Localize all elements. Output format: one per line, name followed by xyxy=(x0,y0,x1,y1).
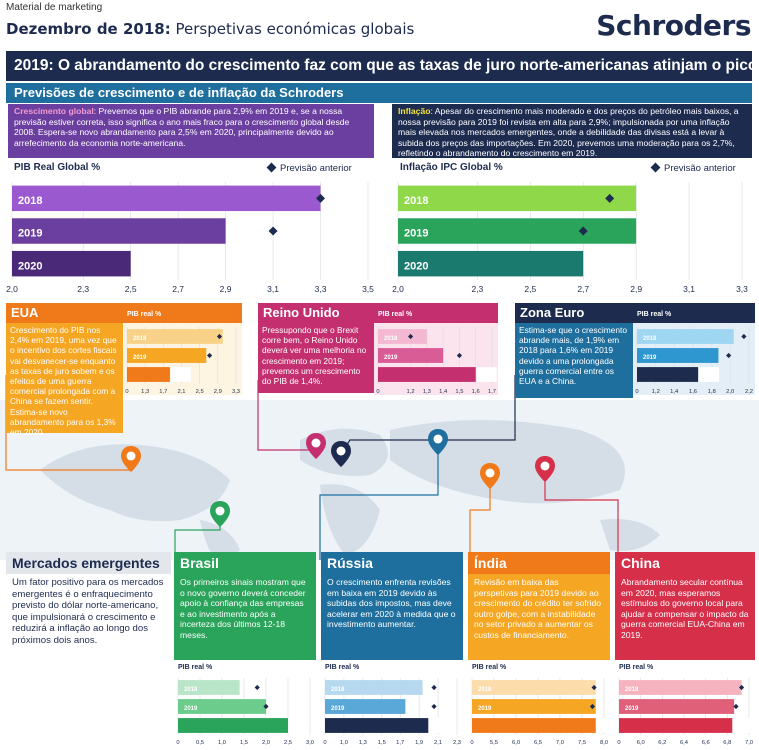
growth-text: : Prevemos que o PIB abrande para 2,9% em 2019 e, se a nossa previsão estiver correta, isso significa o ano mais fraco para o crescimento global desde 2008. Espera-se novo abrandamento para 2,5% em 2020, principalmente devido ao arrefecimento da economia norte-americana. xyxy=(14,106,350,148)
tick-label: 1,3 xyxy=(422,389,431,395)
tick-label: 2,3 xyxy=(471,284,484,294)
usa-chart-panel xyxy=(123,311,242,395)
india-text: Revisão em baixa das perspetivas para 2019 devido ao crescimento do crédito ter sofrido outro golpe, com a instabilidade no setor privado a aumentar os custos de financiamento. xyxy=(468,574,610,660)
label-bg xyxy=(733,718,753,733)
tick-label: 8,0 xyxy=(599,740,609,746)
tick-label: 2,5 xyxy=(124,284,137,294)
tick-label: 1,6 xyxy=(471,389,480,395)
tick-label: 0 xyxy=(635,389,639,395)
euro-header: Zona Euro xyxy=(515,303,755,323)
bar-2020 xyxy=(127,367,170,382)
tick-label: 2,5 xyxy=(283,740,293,746)
gdp-legend-label: Previsão anterior xyxy=(280,163,352,174)
tick-label: 2,5 xyxy=(195,389,204,395)
russia-gdp-chart xyxy=(321,674,463,746)
tick-label: 7,5 xyxy=(578,740,587,746)
tick-label: 3,3 xyxy=(736,284,748,294)
tick-label: 7,0 xyxy=(744,740,754,746)
category-label: 2019 xyxy=(384,354,398,361)
russia-text: O crescimento enfrenta revisões em baixa em 2019 devido às subidas dos impostos, mas deve acelerar em 2020 à medida que o investimento aumentar. xyxy=(321,574,463,660)
category-label: 2019 xyxy=(18,227,43,240)
em-header: Mercados emergentes xyxy=(6,552,171,574)
tick-label: 2,2 xyxy=(744,389,754,395)
tick-label: 3,0 xyxy=(305,740,315,746)
brazil-header: Brasil xyxy=(174,552,316,574)
tick-label: 1,2 xyxy=(651,389,660,395)
uk-chart-panel xyxy=(374,311,498,395)
china-card xyxy=(615,552,755,748)
cpi-chart-title: Inflação IPC Global % xyxy=(400,162,503,173)
tick-label: 1,5 xyxy=(377,740,386,746)
previous-forecast-marker xyxy=(255,685,260,690)
schroders-logo: Schroders xyxy=(596,9,751,42)
india-gdp-chart xyxy=(468,674,610,746)
tick-label: 0 xyxy=(376,389,380,395)
gdp-chart-title: PIB Real Global % xyxy=(14,162,101,173)
category-label: 2018 xyxy=(478,686,492,693)
tick-label: 0 xyxy=(323,740,327,746)
tick-label: 6,0 xyxy=(636,740,645,746)
tick-label: 5,5 xyxy=(489,740,498,746)
tick-label: 2,0 xyxy=(261,740,271,746)
cpi-legend-label: Previsão anterior xyxy=(664,163,736,174)
tick-label: 1,0 xyxy=(217,740,227,746)
category-label: 2019 xyxy=(133,354,147,361)
tick-label: 0,5 xyxy=(195,740,205,746)
euro-text: Estima-se que o crescimento abrande mais, de 1,9% em 2018 para 1,6% em 2019 devido a uma prolongada guerra comercial entre os EUA e a China. xyxy=(515,323,633,398)
category-label: 2018 xyxy=(18,194,43,207)
china-gdp-chart xyxy=(615,674,755,746)
tick-label: 0 xyxy=(176,740,180,746)
category-label: 2018 xyxy=(133,335,147,342)
tick-label: 2,3 xyxy=(77,284,90,294)
usa-chart-title: PIB real % xyxy=(127,311,162,318)
bar-2020 xyxy=(178,718,288,733)
tick-label: 2,7 xyxy=(172,284,185,294)
category-label: 2019 xyxy=(478,705,492,712)
tick-label: 1,9 xyxy=(415,740,424,746)
page-title-date: Dezembro de 2018: xyxy=(6,20,171,38)
category-label: 2019 xyxy=(625,705,639,712)
pin-brazil-icon xyxy=(209,500,231,528)
tick-label: 0 xyxy=(617,740,621,746)
pin-usa-icon xyxy=(120,445,142,473)
tick-label: 2,9 xyxy=(219,284,232,294)
tick-label: 1,4 xyxy=(670,389,679,395)
russia-header: Rússia xyxy=(321,552,463,574)
inflation-text: : Apesar do crescimento mais moderado e dos preços do petróleo mais baixos, a nossa previsão para 2019 foi revista em alta para 2,9%; impulsionada por uma inflação mais elevada nos mercados emergentes, onde a debilidade das divisas está a levar à subida dos preços das importações. Em 2020, prevemos uma moderação para os 2,7%, refletindo o abrandamento do crescimento em 2019. xyxy=(398,106,739,159)
category-label: 2018 xyxy=(625,686,639,693)
label-bg xyxy=(597,718,617,733)
tick-label: 1,8 xyxy=(707,389,716,395)
euro-chart-panel xyxy=(633,311,755,395)
tick-label: 7,0 xyxy=(555,740,564,746)
tick-label: 2,9 xyxy=(213,389,222,395)
uk-text: Pressupondo que o Brexit corre bem, o Reino Unido deverá ver uma melhoria no crescimento em 2019; prevemos um crescimento do PIB de 1,4%. xyxy=(258,323,374,393)
category-label: 2019 xyxy=(331,705,345,712)
previous-forecast-marker xyxy=(733,704,738,709)
china-text: Abrandamento secular contínua em 2020, mas esperamos estímulos do governo local para ajudar a compensar o impacto da guerra comercial EUA-China em 2019. xyxy=(615,574,755,660)
category-label: 2019 xyxy=(643,354,657,361)
category-label: 2018 xyxy=(643,335,657,342)
tick-label: 1,0 xyxy=(339,740,348,746)
label-bg xyxy=(477,367,497,382)
tick-label: 1,4 xyxy=(439,389,448,395)
brazil-gdp-chart xyxy=(174,674,316,746)
em-card xyxy=(6,552,171,748)
euro-chart-title: PIB real % xyxy=(637,311,672,318)
russia-chart-title: PIB real % xyxy=(325,664,360,671)
tick-label: 6,2 xyxy=(658,740,667,746)
tick-label: 6,0 xyxy=(512,740,521,746)
brazil-text: Os primeiros sinais mostram que o novo governo deverá conceder apoio à confiança das empresas e ao investimento após a incerteza dos últimos 12-18 meses. xyxy=(174,574,316,660)
tick-label: 3,5 xyxy=(362,284,374,294)
bar-2020 xyxy=(472,718,596,733)
forecast-subheading: Previsões de crescimento e de inflação da Schroders xyxy=(6,83,752,103)
tick-label: 3,3 xyxy=(231,389,241,395)
label-bg xyxy=(171,367,191,382)
tick-label: 2,0 xyxy=(726,389,735,395)
previous-forecast-marker xyxy=(207,353,212,358)
tick-label: 2,7 xyxy=(577,284,590,294)
tick-label: 1,3 xyxy=(358,740,367,746)
headline-banner: 2019: O abrandamento do crescimento faz com que as taxas de juro norte-americanas atinjam o pico xyxy=(6,51,752,81)
category-label: 2018 xyxy=(384,335,398,342)
india-card xyxy=(468,552,610,748)
bar-2020 xyxy=(637,367,698,382)
uk-gdp-chart xyxy=(374,323,498,395)
usa-header: EUA xyxy=(6,303,242,323)
bar-2020 xyxy=(325,718,428,733)
tick-label: 3,1 xyxy=(683,284,695,294)
tick-label: 1,5 xyxy=(239,740,249,746)
tick-label: 6,4 xyxy=(679,740,689,746)
marketing-label: Material de marketing xyxy=(6,2,103,13)
tick-label: 1,2 xyxy=(406,389,415,395)
previous-forecast-marker xyxy=(431,704,436,709)
tick-label: 2,1 xyxy=(434,740,443,746)
brazil-card xyxy=(174,552,316,748)
tick-label: 1,7 xyxy=(396,740,405,746)
china-header: China xyxy=(615,552,755,574)
india-chart-title: PIB real % xyxy=(472,664,507,671)
tick-label: 2,1 xyxy=(177,389,186,395)
india-header: Índia xyxy=(468,552,610,574)
category-label: 2020 xyxy=(404,260,429,273)
tick-label: 0 xyxy=(470,740,474,746)
usa-text: Crescimento do PIB nos 2,4% em 2019, uma vez que o incentivo dos cortes fiscais vai desvanecer-se enquanto as taxas de juro sobem e os efeitos de uma guerra comercial prolongada com a China se fazem sentir. Estima-se novo abrandamento para os 1,3% em 2020. xyxy=(6,323,123,433)
label-bg xyxy=(699,367,719,382)
tick-label: 6,5 xyxy=(533,740,543,746)
tick-label: 2,9 xyxy=(630,284,643,294)
inflation-lead: Inflação xyxy=(398,106,431,116)
pin-euro-icon xyxy=(330,440,352,468)
category-label: 2018 xyxy=(404,194,429,207)
pin-russia-icon xyxy=(427,428,449,456)
tick-label: 1,5 xyxy=(455,389,464,395)
tick-label: 6,6 xyxy=(701,740,710,746)
bar-2020 xyxy=(378,367,476,382)
bar-2020 xyxy=(619,718,732,733)
tick-label: 2,3 xyxy=(452,740,462,746)
tick-label: 2,5 xyxy=(524,284,537,294)
tick-label: 3,1 xyxy=(267,284,279,294)
tick-label: 1,7 xyxy=(487,389,497,395)
label-bg xyxy=(429,718,449,733)
category-label: 2018 xyxy=(331,686,345,693)
previous-forecast-marker xyxy=(457,353,462,358)
pin-china-icon xyxy=(534,455,556,483)
page-title-rest: Perspetivas económicas globais xyxy=(170,20,415,38)
pin-uk-icon xyxy=(305,432,327,460)
category-label: 2018 xyxy=(184,686,198,693)
tick-label: 1,3 xyxy=(141,389,150,395)
tick-label: 1,7 xyxy=(159,389,168,395)
category-label: 2020 xyxy=(18,260,43,273)
category-label: 2019 xyxy=(184,705,198,712)
brazil-chart-title: PIB real % xyxy=(178,664,213,671)
tick-label: 2,0 xyxy=(6,284,18,294)
euro-gdp-chart xyxy=(633,323,755,395)
tick-label: 2,0 xyxy=(392,284,404,294)
label-bg xyxy=(289,718,309,733)
uk-chart-title: PIB real % xyxy=(378,311,413,318)
russia-card xyxy=(321,552,463,748)
tick-label: 3,3 xyxy=(314,284,327,294)
category-label: 2019 xyxy=(404,227,429,240)
tick-label: 1,6 xyxy=(688,389,698,395)
tick-label: 0 xyxy=(125,389,129,395)
uk-header: Reino Unido xyxy=(258,303,498,323)
usa-gdp-chart xyxy=(123,323,242,395)
previous-forecast-marker xyxy=(431,685,436,690)
china-chart-title: PIB real % xyxy=(619,664,654,671)
growth-lead: Crescimento global xyxy=(14,106,94,116)
pin-india-icon xyxy=(479,462,501,490)
tick-label: 6,8 xyxy=(723,740,732,746)
previous-forecast-marker xyxy=(741,334,746,339)
em-text: Um fator positivo para os mercados emergentes é o enfraquecimento previsto do dólar norte-americano, que impulsionará o crescimento e reduzirá a inflação ao longo dos próximos dois anos. xyxy=(12,577,164,646)
